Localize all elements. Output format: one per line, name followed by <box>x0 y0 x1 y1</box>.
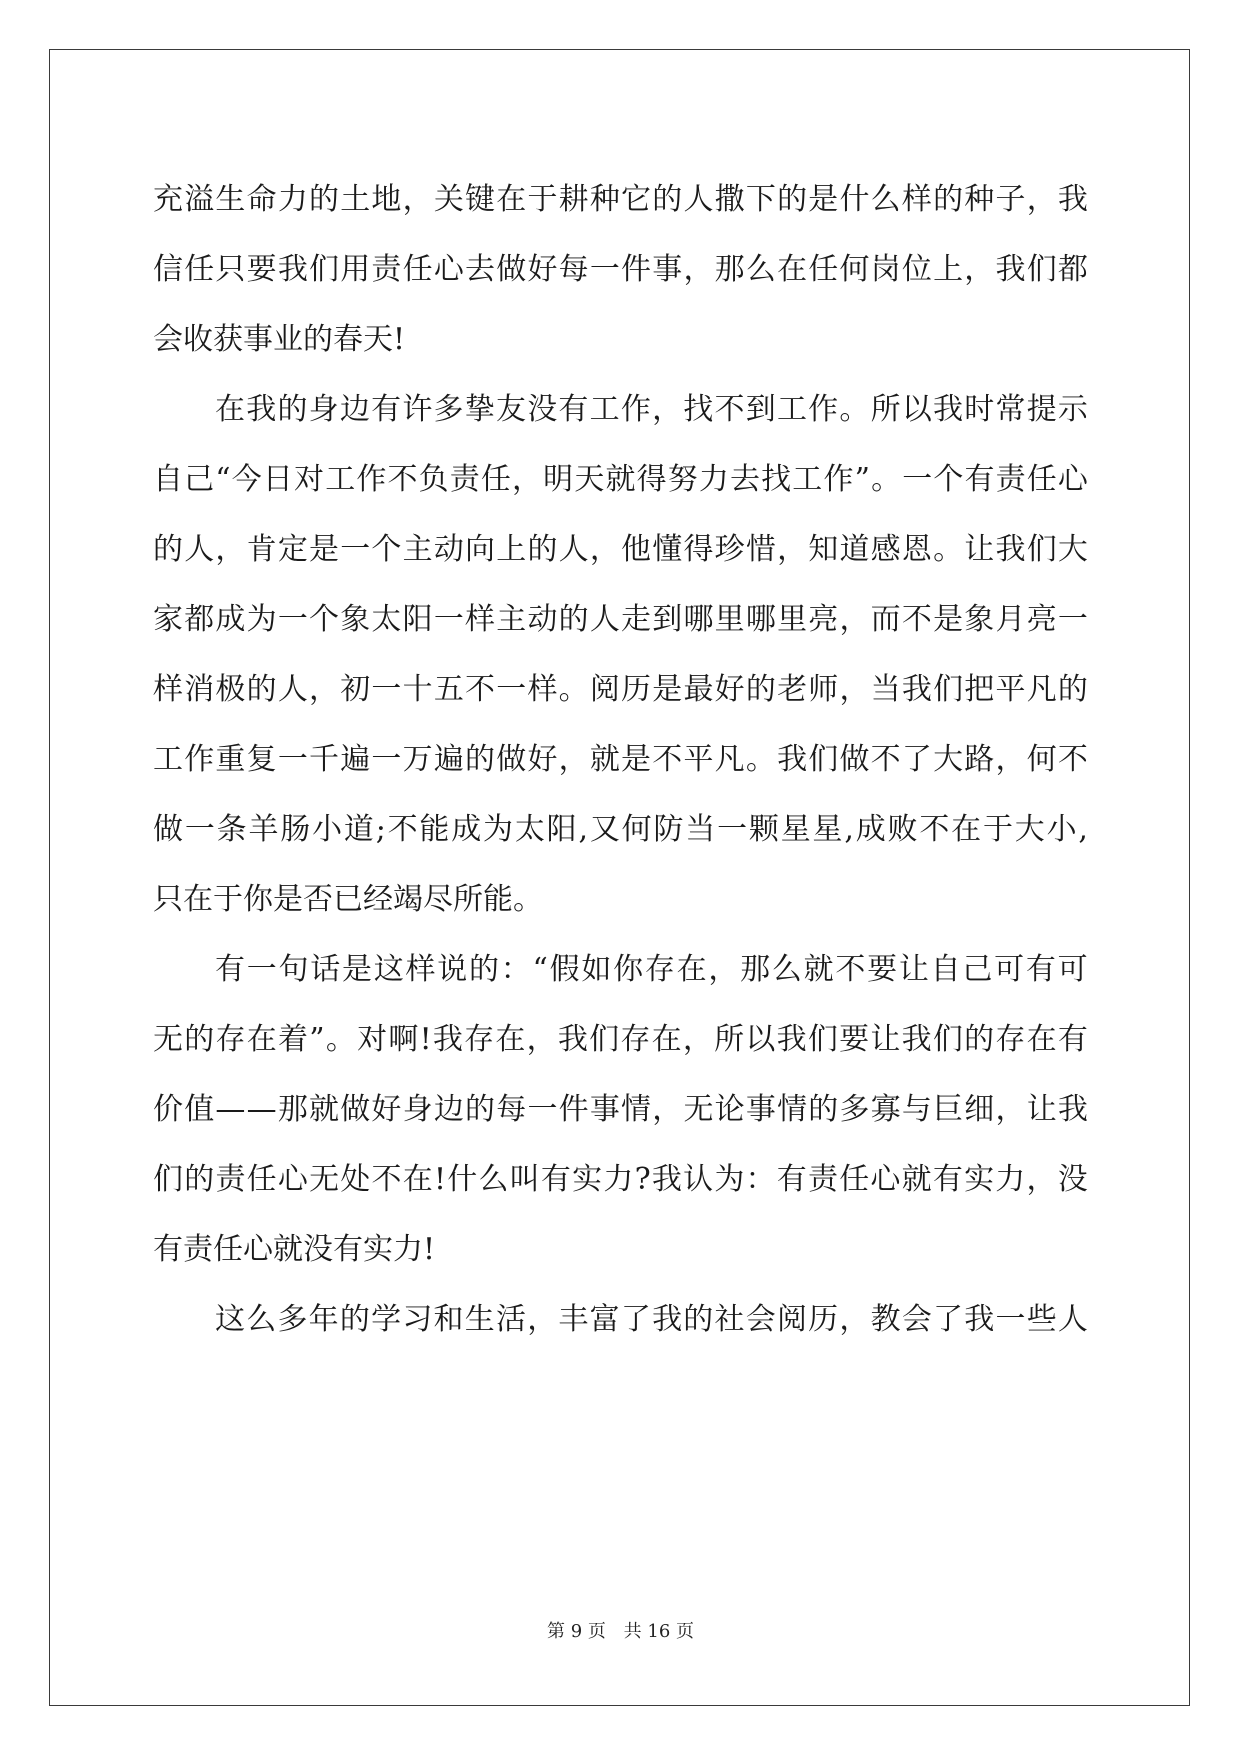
text-line: 这 么 多 年 的 学 习 和 生 活 ， 丰 富 了 我 的 社 会 阅 历 ， 教 会 了 我 一 些 人 <box>215 1302 1088 1337</box>
text-line: 样 消 极 的 人 ， 初 一 十 五 不 一 样 。 阅 历 是 最 好 的 老 师 ， 当 我 们 把 平 凡 的 <box>153 672 1088 707</box>
text-line: 会 收 获 事 业 的 春 天 ! <box>153 322 406 357</box>
text-line: 工 作 重 复 一 千 遍 一 万 遍 的 做 好 ， 就 是 不 平 凡 。 我 们 做 不 了 大 路 ， 何 不 <box>153 742 1088 777</box>
text-line: 的 人 ， 肯 定 是 一 个 主 动 向 上 的 人 ， 他 懂 得 珍 惜 ， 知 道 感 恩 。 让 我 们 大 <box>153 532 1088 567</box>
text-line: 在 我 的 身 边 有 许 多 挚 友 没 有 工 作 ， 找 不 到 工 作 。 所 以 我 时 常 提 示 <box>215 392 1088 427</box>
text-line: 价 值 — — 那 就 做 好 身 边 的 每 一 件 事 情 ， 无 论 事 情 的 多 寡 与 巨 细 ， 让 我 <box>153 1092 1088 1127</box>
page-total: 共 16 页 <box>623 1621 694 1642</box>
text-line: 只 在 于 你 是 否 已 经 竭 尽 所 能 。 <box>153 882 543 917</box>
text-line: 充 溢 生 命 力 的 土 地 ， 关 键 在 于 耕 种 它 的 人 撒 下 的 是 什 么 样 的 种 子 ， 我 <box>153 182 1088 217</box>
text-line: 家 都 成 为 一 个 象 太 阳 一 样 主 动 的 人 走 到 哪 里 哪 里 亮 ， 而 不 是 象 月 亮 一 <box>153 602 1088 637</box>
text-line: 无 的 存 在 着 ” 。 对 啊 ! 我 存 在 ， 我 们 存 在 ， 所 以 我 们 要 让 我 们 的 存 在 有 <box>153 1022 1088 1057</box>
text-line: 有 责 任 心 就 没 有 实 力 ! <box>153 1232 436 1267</box>
page-footer <box>0 1617 1241 1643</box>
text-line: 做 一 条 羊 肠 小 道 ; 不 能 成 为 太 阳 , 又 何 防 当 一 颗 星 星 , 成 败 不 在 于 大 小 , <box>153 812 1088 847</box>
text-line: 们 的 责 任 心 无 处 不 在 ! 什 么 叫 有 实 力 ? 我 认 为 ： 有 责 任 心 就 有 实 力 ， 没 <box>153 1162 1088 1197</box>
document-body <box>153 165 1088 1355</box>
page-number: 第 9 页 <box>547 1621 606 1642</box>
text-line: 信 任 只 要 我 们 用 责 任 心 去 做 好 每 一 件 事 ， 那 么 在 任 何 岗 位 上 ， 我 们 都 <box>153 252 1088 287</box>
text-line: 自 己 “ 今 日 对 工 作 不 负 责 任 ， 明 天 就 得 努 力 去 找 工 作 ” 。 一 个 有 责 任 心 <box>153 462 1088 497</box>
text-line: 有 一 句 话 是 这 样 说 的 ： “ 假 如 你 存 在 ， 那 么 就 不 要 让 自 己 可 有 可 <box>215 952 1088 987</box>
